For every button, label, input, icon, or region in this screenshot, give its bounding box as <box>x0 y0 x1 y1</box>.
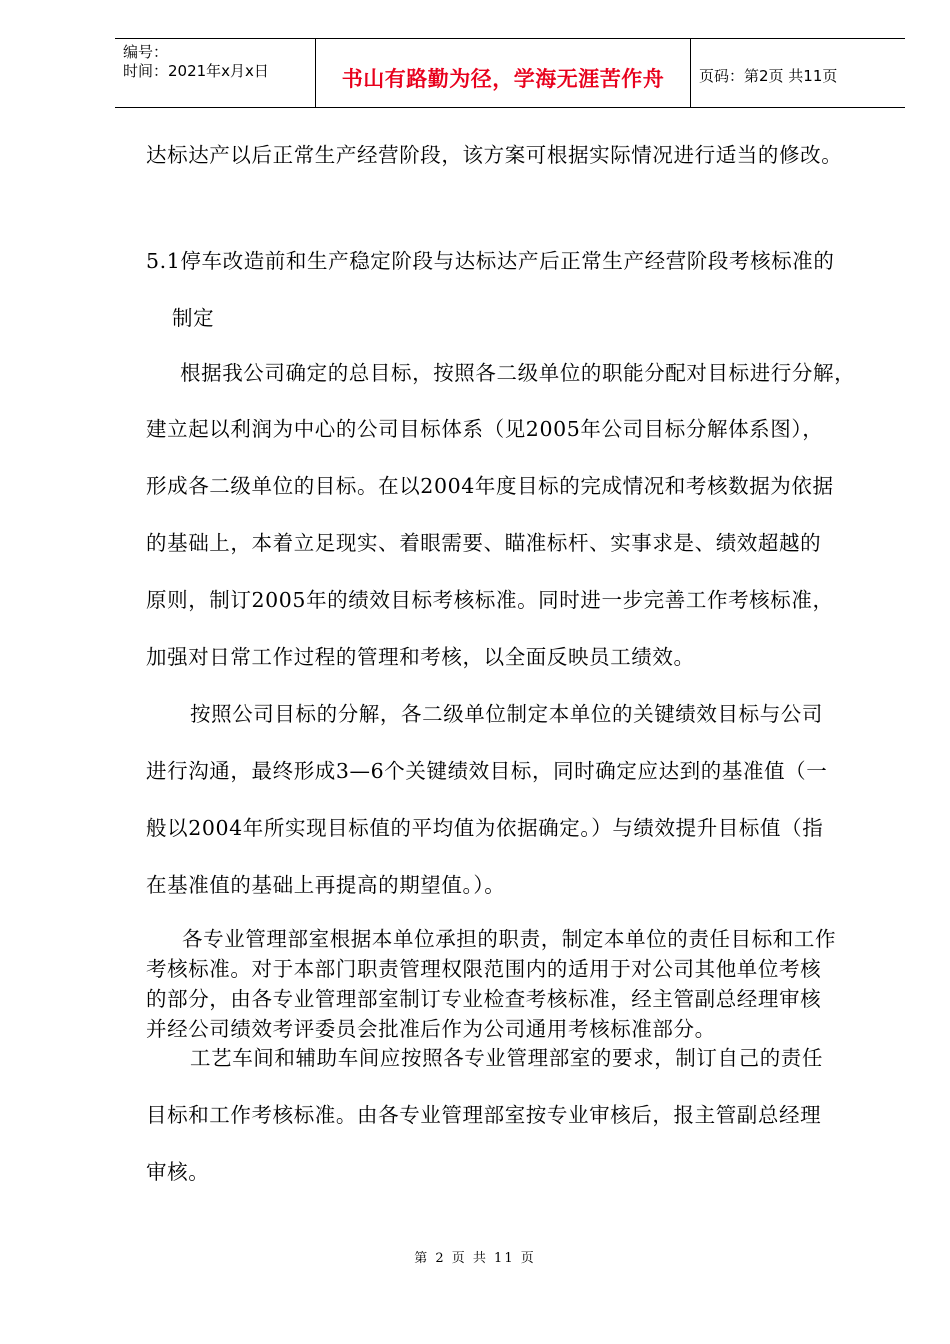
body-line: 目标和工作考核标准。由各专业管理部室按专业审核后，报主管副总经理 <box>146 1103 822 1127</box>
body-line: 在基准值的基础上再提高的期望值。）。 <box>146 873 506 897</box>
body-line: 形成各二级单位的目标。在以2004年度目标的完成情况和考核数据为依据 <box>146 474 834 498</box>
body-line: 的部分，由各专业管理部室制订专业检查考核标准，经主管副总经理审核 <box>146 987 822 1011</box>
page-header <box>115 38 905 108</box>
header-page-number: 页码：第2页 共11页 <box>699 67 838 85</box>
body-line: 进行沟通，最终形成3—6个关键绩效目标，同时确定应达到的基准值（一 <box>146 759 828 783</box>
doc-number-label: 编号： <box>123 43 169 61</box>
body-line: 各专业管理部室根据本单位承担的职责，制定本单位的责任目标和工作 <box>182 927 837 951</box>
body-line: 工艺车间和辅助车间应按照各专业管理部室的要求，制订自己的责任 <box>190 1046 823 1070</box>
body-line: 根据我公司确定的总目标，按照各二级单位的职能分配对目标进行分解， <box>180 361 856 385</box>
body-line: 考核标准。对于本部门职责管理权限范围内的适用于对公司其他单位考核 <box>146 957 822 981</box>
header-info <box>123 43 269 81</box>
body-line: 并经公司绩效考评委员会批准后作为公司通用考核标准部分。 <box>146 1017 716 1041</box>
header-motto: 书山有路勤为径，学海无涯苦作舟 <box>341 67 665 91</box>
section-heading: 制定 <box>172 306 215 330</box>
header-divider <box>690 39 691 107</box>
page-footer: 第 2 页 共 11 页 <box>414 1251 536 1266</box>
body-line: 的基础上，本着立足现实、着眼需要、瞄准标杆、实事求是、绩效超越的 <box>146 531 822 555</box>
section-heading: 5.1停车改造前和生产稳定阶段与达标达产后正常生产经营阶段考核标准的 <box>146 249 835 273</box>
header-divider <box>315 39 316 107</box>
body-line: 加强对日常工作过程的管理和考核，以全面反映员工绩效。 <box>146 645 695 669</box>
body-line: 审核。 <box>146 1160 210 1184</box>
body-line: 建立起以利润为中心的公司目标体系（见2005年公司目标分解体系图）， <box>146 417 824 441</box>
date-label: 时间：2021年x月x日 <box>123 62 269 80</box>
body-line: 原则，制订2005年的绩效目标考核标准。同时进一步完善工作考核标准， <box>146 588 834 612</box>
body-line: 般以2004年所实现目标值的平均值为依据确定。）与绩效提升目标值（指 <box>146 816 824 840</box>
body-line: 达标达产以后正常生产经营阶段，该方案可根据实际情况进行适当的修改。 <box>146 143 843 167</box>
body-line: 按照公司目标的分解，各二级单位制定本单位的关键绩效目标与公司 <box>190 702 823 726</box>
